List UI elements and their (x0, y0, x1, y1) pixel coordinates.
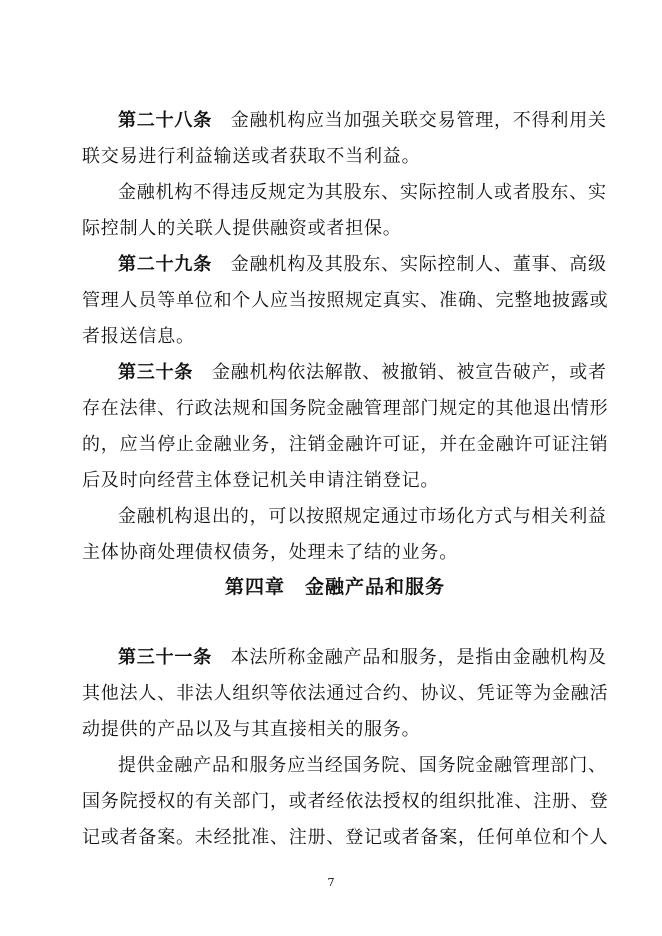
article-title: 第三十一条 (118, 647, 212, 668)
paragraph-line: 记或者备案。未经批准、注册、登记或者备案，任何单位和个人 (82, 827, 609, 848)
article-31-line-1 (0, 646, 662, 670)
paragraph-line: 其他法人、非法人组织等依法通过合约、协议、凭证等为金融活 (82, 683, 609, 704)
article-29-line-1 (0, 253, 662, 277)
paragraph-line: 管理人员等单位和个人应当按照规定真实、准确、完整地披露或 (82, 290, 609, 311)
article-title: 第二十九条 (118, 254, 212, 275)
paragraph-line: 主体协商处理债权债务，处理未了结的业务。 (82, 542, 458, 563)
body-text: 本法所称金融产品和服务，是指由金融机构及 (212, 647, 607, 668)
article-28-line-1 (0, 109, 662, 133)
paragraph-line: 后及时向经营主体登记机关申请注销登记。 (82, 470, 440, 491)
paragraph-line: 金融机构退出的，可以按照规定通过市场化方式与相关利益 (118, 506, 607, 527)
body-text: 金融机构应当加强关联交易管理，不得利用关 (212, 110, 607, 131)
paragraph-line: 金融机构不得违反规定为其股东、实际控制人或者股东、实 (118, 182, 607, 203)
paragraph-line: 提供金融产品和服务应当经国务院、国务院金融管理部门、 (118, 755, 607, 776)
page-number: 7 (327, 876, 335, 889)
paragraph-line: 国务院授权的有关部门，或者经依法授权的组织批准、注册、登 (82, 791, 609, 812)
paragraph-line: 际控制人的关联人提供融资或者担保。 (82, 218, 402, 239)
body-text: 金融机构及其股东、实际控制人、董事、高级 (212, 254, 607, 275)
paragraph-line: 存在法律、行政法规和国务院金融管理部门规定的其他退出情形 (82, 398, 609, 419)
article-title: 第三十条 (118, 362, 194, 383)
chapter-heading: 第四章 金融产品和服务 (224, 576, 445, 598)
article-30-line-1 (0, 361, 662, 385)
body-text: 金融机构依法解散、被撤销、被宣告破产，或者 (193, 362, 607, 383)
paragraph-line: 者报送信息。 (82, 326, 195, 347)
paragraph-line: 动提供的产品以及与其直接相关的服务。 (82, 719, 421, 740)
article-title: 第二十八条 (118, 110, 212, 131)
article-28-line-2: 联交易进行利益输送或者获取不当利益。 (82, 146, 421, 167)
paragraph-line: 的，应当停止金融业务，注销金融许可证，并在金融许可证注销 (82, 434, 609, 455)
